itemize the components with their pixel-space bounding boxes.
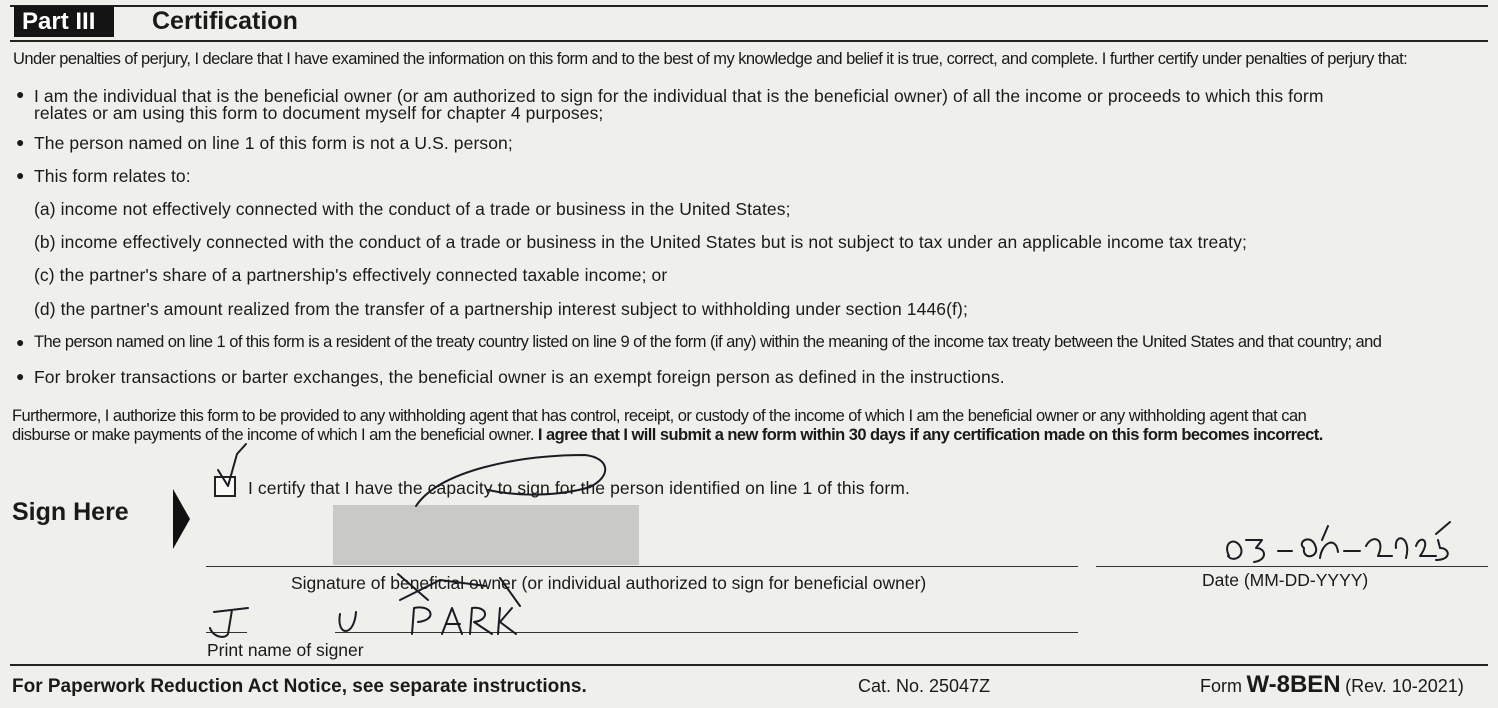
bullet-icon: ● <box>16 134 25 150</box>
part-label: Part III <box>14 6 114 37</box>
print-name-caption: Print name of signer <box>207 640 364 660</box>
bullet-icon: ● <box>16 86 25 102</box>
catalog-number: Cat. No. 25047Z <box>858 676 991 696</box>
cert-item-2: The person named on line 1 of this form is not a U.S. person; <box>34 133 513 153</box>
cert-item-3a: (a) income not effectively connected with the conduct of a trade or business in the United States; <box>34 199 791 219</box>
bullet-icon: ● <box>16 334 25 350</box>
capacity-checkbox-label: I certify that I have the capacity to sign for the person identified on line 1 of this form. <box>248 478 910 498</box>
paperwork-notice: For Paperwork Reduction Act Notice, see separate instructions. <box>12 676 587 697</box>
sign-here-label: Sign Here <box>12 498 129 526</box>
signature-field[interactable] <box>206 566 1078 567</box>
cert-item-1-line-1: I am the individual that is the beneficial owner (or am authorized to sign for the individual that is the beneficial owner) of all the income or proceeds to which this form <box>34 86 1324 106</box>
print-name-field[interactable] <box>206 632 1078 633</box>
date-field[interactable] <box>1096 566 1488 567</box>
bullet-icon: ● <box>16 368 25 384</box>
cert-item-4: The person named on line 1 of this form is a resident of the treaty country listed on line 9 of the form (if any) within the meaning of the income tax treaty between the United States and that country; and <box>34 333 1382 351</box>
cert-item-5: For broker transactions or barter exchanges, the beneficial owner is an exempt foreign person as defined in the instructions. <box>34 367 1005 387</box>
capacity-checkbox[interactable] <box>214 476 236 497</box>
header-rule <box>10 40 1488 42</box>
footer-rule <box>10 664 1488 666</box>
cert-item-3: This form relates to: <box>34 166 191 186</box>
form-identifier <box>1200 671 1464 699</box>
cert-item-1-line-2: relates or am using this form to document myself for chapter 4 purposes; <box>34 103 604 123</box>
signature-caption: Signature of beneficial owner (or individual authorized to sign for beneficial owner) <box>291 573 927 593</box>
bullet-icon: ● <box>16 167 25 183</box>
cert-item-3b: (b) income effectively connected with the conduct of a trade or business in the United States but is not subject to tax under an applicable income tax treaty; <box>34 232 1247 252</box>
authorization-plain: disburse or make payments of the income of which I am the beneficial owner. <box>12 426 534 444</box>
authorization-line-1: Furthermore, I authorize this form to be provided to any withholding agent that has control, receipt, or custody of the income of which I am the beneficial owner or any withholding agent that can <box>12 407 1307 425</box>
declaration-text: Under penalties of perjury, I declare that I have examined the information on this form and to the best of my knowledge and belief it is true, correct, and complete. I further certify under penalties of perjury that: <box>13 50 1408 68</box>
authorization-bold: I agree that I will submit a new form within 30 days if any certification made on this form becomes incorrect. <box>537 426 1323 444</box>
cert-item-3c: (c) the partner's share of a partnership's effectively connected taxable income; or <box>34 265 668 285</box>
section-title: Certification <box>152 7 298 35</box>
date-caption: Date (MM-DD-YYYY) <box>1202 570 1369 590</box>
cert-item-3d: (d) the partner's amount realized from the transfer of a partnership interest subject to withholding under section 1446(f); <box>34 299 968 319</box>
form-prefix: Form <box>1200 676 1242 696</box>
form-name: W-8BEN <box>1246 671 1341 698</box>
form-revision: (Rev. 10-2021) <box>1345 676 1464 696</box>
redacted-signature <box>333 505 639 565</box>
redacted-name-part <box>247 607 335 637</box>
date-handwriting-icon <box>1227 522 1450 562</box>
arrow-icon <box>173 489 190 549</box>
authorization-line-2 <box>12 426 1323 445</box>
